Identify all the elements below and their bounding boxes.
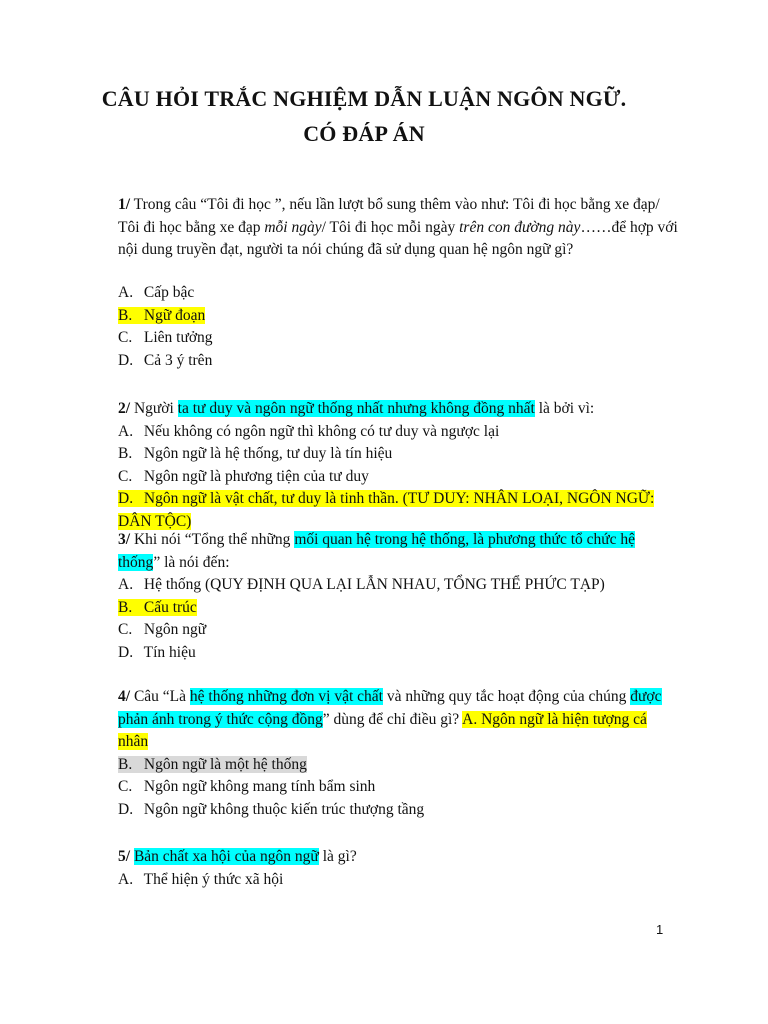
option-d: D. Tín hiệu — [118, 643, 196, 661]
question-3-text: 3/ Khi nói “Tổng thể những mối quan hệ trong hệ thống, là phương thức tổ chức hệ thống” là nói đến: — [118, 531, 636, 571]
question-4-text: 4/ Câu “Là hệ thống những đơn vị vật chất và những quy tắc hoạt động của chúng được phản ánh trong ý thức cộng đồng” dùng để chỉ điều gì? A. Ngôn ngữ là hiện tượng cá nhân — [118, 688, 662, 751]
option-c: C. Ngôn ngữ là phương tiện của tư duy — [118, 467, 369, 485]
option-a: A. Cấp bậc — [118, 284, 195, 301]
question-2-text: 2/ Người ta tư duy và ngôn ngữ thống nhất nhưng không đồng nhất là bởi vì: — [118, 400, 595, 417]
option-a: A. Nếu không có ngôn ngữ thì không có tư duy và ngược lại — [118, 422, 500, 440]
option-d: D. Ngôn ngữ là vật chất, tư duy là tinh thần. (TƯ DUY: NHÂN LOẠI, NGÔN NGỮ: DÂN TỘC) — [118, 490, 655, 530]
page-subtitle: CÓ ĐÁP ÁN — [303, 121, 425, 146]
option-d: D. Ngôn ngữ không thuộc kiến trúc thượng tầng — [118, 800, 425, 818]
question-4 — [118, 686, 678, 822]
option-b: B. Ngữ đoạn — [118, 306, 206, 324]
option-c: C. Ngôn ngữ — [118, 621, 207, 639]
option-a: A. Thể hiện ý thức xã hội — [118, 870, 284, 888]
page-number: 1 — [656, 922, 664, 937]
option-b: B. Ngôn ngữ là một hệ thống — [118, 755, 307, 773]
question-number: 1/ — [118, 196, 131, 213]
option-c: C. Ngôn ngữ không mang tính bẩm sinh — [118, 778, 376, 796]
question-1-text: 1/ Trong câu “Tôi đi học ”, nếu lần lượt bổ sung thêm vào như: Tôi đi học bằng xe đạp/ Tôi đi học bằng xe đạp mỗi ngày/ Tôi đi học mỗi ngày trên con đường này……để hợp với nội dung truyền đạt, người ta nói chúng đã sử dụng quan hệ ngôn ngữ gì? — [118, 196, 678, 259]
question-5-text: 5/ Bản chất xa hội của ngôn ngữ là gì? — [118, 848, 357, 865]
question-3 — [118, 529, 678, 665]
question-5 — [118, 846, 678, 891]
question-1 — [118, 194, 678, 262]
option-c: C. Liên tưởng — [118, 329, 213, 347]
option-a: A. Hệ thống (QUY ĐỊNH QUA LẠI LẪN NHAU, TỔNG THỂ PHỨC TẠP) — [118, 576, 605, 594]
question-number: 5/ — [118, 848, 131, 865]
page-title: CÂU HỎI TRẮC NGHIỆM DẪN LUẬN NGÔN NGỮ. — [101, 86, 627, 111]
question-number: 2/ — [118, 400, 131, 417]
question-number: 3/ — [118, 531, 131, 548]
option-b: B. Cấu trúc — [118, 598, 197, 616]
question-2 — [118, 398, 678, 534]
question-1-options — [118, 282, 678, 372]
option-b: B. Ngôn ngữ là hệ thống, tư duy là tín hiệu — [118, 445, 393, 463]
option-d: D. Cả 3 ý trên — [118, 351, 213, 369]
question-number: 4/ — [118, 688, 131, 705]
